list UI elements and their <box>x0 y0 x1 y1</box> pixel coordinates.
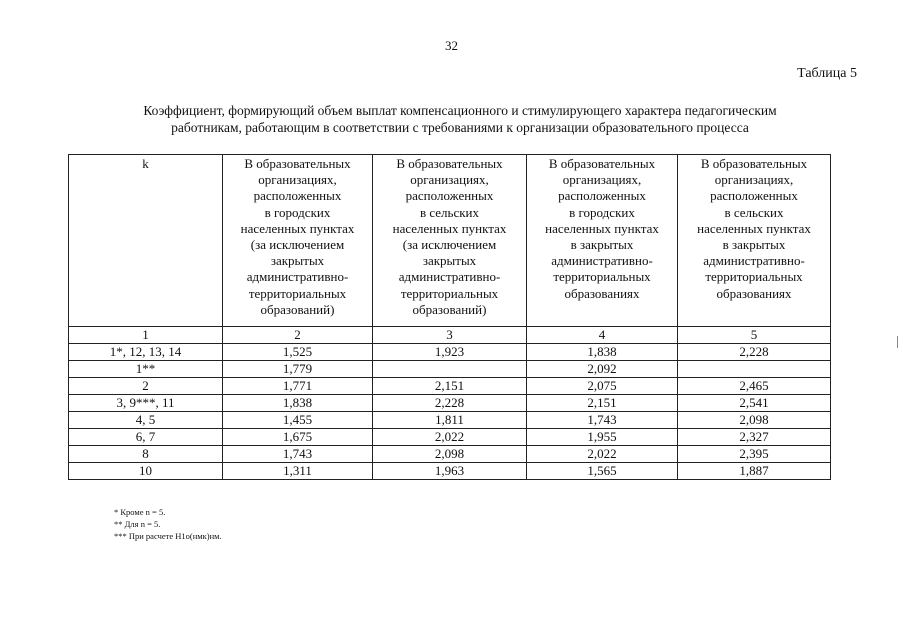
row-k-value: 3, 9***, 11 <box>69 395 223 412</box>
header-line: закрытых <box>270 253 325 269</box>
document-title <box>60 102 860 136</box>
footnote: * Кроме n = 5. <box>114 507 166 517</box>
coefficient-cell: 1,565 <box>527 463 678 480</box>
coefficient-cell: 1,779 <box>223 361 373 378</box>
header-line: в сельских <box>419 204 480 220</box>
coefficient-cell: 2,395 <box>678 446 831 463</box>
header-line: населенных пунктах <box>697 220 811 236</box>
footnote: ** Для n = 5. <box>114 519 161 529</box>
table-row <box>69 395 831 412</box>
header-line: организациях, <box>410 172 489 188</box>
coefficient-cell: 2,228 <box>373 395 527 412</box>
coefficient-cell: 2,465 <box>678 378 831 395</box>
coefficient-cell: 1,963 <box>373 463 527 480</box>
coefficient-cell: 1,771 <box>223 378 373 395</box>
header-line: административно- <box>703 253 805 269</box>
header-line: расположенных <box>405 188 494 204</box>
coefficient-cell: 1,955 <box>527 429 678 446</box>
coefficient-cell: 2,022 <box>527 446 678 463</box>
header-rural-closed <box>678 155 831 327</box>
table-row <box>69 378 831 395</box>
footnotes <box>114 506 222 542</box>
header-line: закрытых <box>422 253 477 269</box>
header-line: в сельских <box>724 204 784 220</box>
footnote: *** При расчете Н1о(нмк)нм. <box>114 531 222 541</box>
header-urban <box>223 155 373 327</box>
header-line: населенных пунктах <box>392 220 507 236</box>
coefficient-cell: 1,743 <box>223 446 373 463</box>
column-number: 3 <box>373 327 527 344</box>
coefficient-cell: 1,923 <box>373 344 527 361</box>
coefficient-cell: 1,838 <box>223 395 373 412</box>
table-row <box>69 361 831 378</box>
coefficient-cell: 1,311 <box>223 463 373 480</box>
coefficient-cell: 1,838 <box>527 344 678 361</box>
header-line: территориальных <box>400 285 499 301</box>
coefficient-cell: 1,455 <box>223 412 373 429</box>
row-k-value: 8 <box>69 446 223 463</box>
row-k-value: 1** <box>69 361 223 378</box>
coefficient-cell: 1,743 <box>527 412 678 429</box>
coefficient-cell: 1,811 <box>373 412 527 429</box>
header-line: административно- <box>398 269 501 285</box>
header-line: В образовательных <box>244 156 351 171</box>
header-urban-closed <box>527 155 678 327</box>
header-line: территориальных <box>553 269 651 285</box>
table-row <box>69 412 831 429</box>
coefficient-cell: 1,675 <box>223 429 373 446</box>
header-line: образований) <box>260 301 335 317</box>
header-line: В образовательных <box>700 156 808 171</box>
header-k <box>69 155 223 327</box>
header-line: организациях, <box>714 172 794 188</box>
coefficient-cell: 2,151 <box>527 395 678 412</box>
coefficient-cell <box>373 361 527 378</box>
coefficient-cell: 2,075 <box>527 378 678 395</box>
table-row <box>69 344 831 361</box>
header-line: k <box>142 156 149 171</box>
header-line: в закрытых <box>722 237 786 253</box>
column-number-row <box>69 327 831 344</box>
header-line: административно- <box>551 253 653 269</box>
header-line: в городских <box>264 204 331 220</box>
title-line: работникам, работающим в соответствии с требованиями к организации образовательного процесса <box>171 120 749 135</box>
header-line: В образовательных <box>396 156 503 171</box>
header-line: расположенных <box>558 188 646 204</box>
header-rural <box>373 155 527 327</box>
coefficient-cell <box>678 361 831 378</box>
header-line: образованиях <box>564 285 640 301</box>
header-row <box>69 155 831 327</box>
column-number: 2 <box>223 327 373 344</box>
table-label: Таблица 5 <box>797 66 857 81</box>
header-line: организациях, <box>562 172 642 188</box>
column-number: 4 <box>527 327 678 344</box>
coefficient-cell: 2,327 <box>678 429 831 446</box>
header-line: образований) <box>412 301 487 317</box>
header-line: в городских <box>569 204 635 220</box>
header-line: (за исключением <box>250 237 345 253</box>
coefficient-cell: 2,022 <box>373 429 527 446</box>
row-k-value: 10 <box>69 463 223 480</box>
header-line: расположенных <box>710 188 798 204</box>
coefficient-cell: 2,228 <box>678 344 831 361</box>
coefficient-cell: 2,098 <box>678 412 831 429</box>
row-k-value: 2 <box>69 378 223 395</box>
header-line: В образовательных <box>548 156 656 171</box>
header-line: административно- <box>246 269 349 285</box>
header-line: организациях, <box>258 172 337 188</box>
coefficient-cell: 2,092 <box>527 361 678 378</box>
title-line: Коэффициент, формирующий объем выплат компенсационного и стимулирующего характера педагогическим <box>143 103 777 118</box>
row-k-value: 6, 7 <box>69 429 223 446</box>
header-line: расположенных <box>253 188 342 204</box>
header-line: в закрытых <box>570 237 634 253</box>
coefficient-table <box>68 154 831 480</box>
column-number: 5 <box>678 327 831 344</box>
coefficient-cell: 1,887 <box>678 463 831 480</box>
coefficient-cell: 2,098 <box>373 446 527 463</box>
header-line: населенных пунктах <box>545 220 659 236</box>
column-number: 1 <box>69 327 223 344</box>
table-row <box>69 429 831 446</box>
scan-edge-mark <box>897 336 898 348</box>
header-line: территориальных <box>248 285 347 301</box>
table-row <box>69 463 831 480</box>
row-k-value: 4, 5 <box>69 412 223 429</box>
header-line: (за исключением <box>402 237 497 253</box>
header-line: образованиях <box>716 285 792 301</box>
row-k-value: 1*, 12, 13, 14 <box>69 344 223 361</box>
coefficient-cell: 2,151 <box>373 378 527 395</box>
coefficient-cell: 1,525 <box>223 344 373 361</box>
header-line: населенных пунктах <box>240 220 355 236</box>
header-line: территориальных <box>705 269 803 285</box>
table-row <box>69 446 831 463</box>
page-number: 32 <box>445 38 458 53</box>
coefficient-cell: 2,541 <box>678 395 831 412</box>
